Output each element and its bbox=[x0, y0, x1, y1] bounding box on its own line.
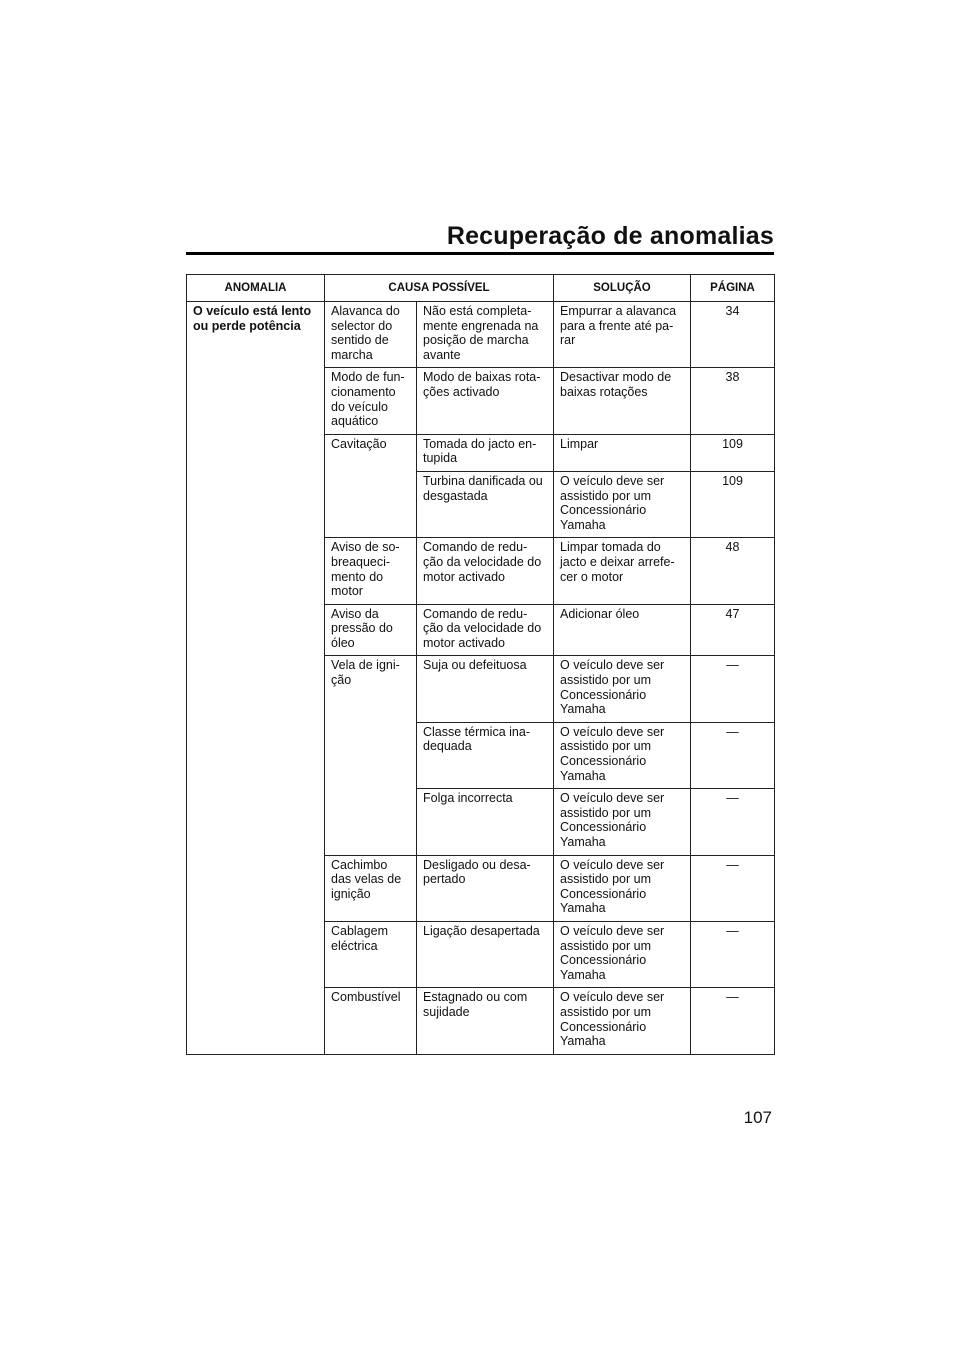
detail-cell: Tomada do jacto en- tupida bbox=[417, 434, 554, 471]
solution-cell: O veículo deve ser assistido por um Concessionário Yamaha bbox=[554, 855, 691, 921]
solution-cell: O veículo deve ser assistido por um Concessionário Yamaha bbox=[554, 471, 691, 537]
detail-cell: Desligado ou desa- pertado bbox=[417, 855, 554, 921]
solution-cell: O veículo deve ser assistido por um Concessionário Yamaha bbox=[554, 988, 691, 1054]
page-ref-cell: — bbox=[691, 921, 775, 987]
detail-cell: Estagnado ou com sujidade bbox=[417, 988, 554, 1054]
cause-cell: Aviso da pressão do óleo bbox=[325, 604, 417, 656]
page-ref-cell: 109 bbox=[691, 434, 775, 471]
title-rule bbox=[186, 252, 774, 255]
table-row bbox=[187, 302, 775, 368]
header-cause: CAUSA POSSÍVEL bbox=[325, 275, 554, 302]
page-ref-cell: 109 bbox=[691, 471, 775, 537]
cause-cell: Cavitação bbox=[325, 434, 417, 538]
solution-cell: Empurrar a alavanca para a frente até pa- rar bbox=[554, 302, 691, 368]
header-solution: SOLUÇÃO bbox=[554, 275, 691, 302]
page-ref-cell: — bbox=[691, 855, 775, 921]
page-ref-cell: — bbox=[691, 656, 775, 722]
page-ref-cell: 38 bbox=[691, 368, 775, 434]
cause-cell: Aviso de so- breaqueci- mento do motor bbox=[325, 538, 417, 604]
detail-cell: Comando de redu- ção da velocidade do motor activado bbox=[417, 604, 554, 656]
page-ref-cell: 48 bbox=[691, 538, 775, 604]
detail-cell: Classe térmica ina- dequada bbox=[417, 722, 554, 788]
page-ref-cell: — bbox=[691, 988, 775, 1054]
solution-cell: O veículo deve ser assistido por um Concessionário Yamaha bbox=[554, 722, 691, 788]
header-page: PÁGINA bbox=[691, 275, 775, 302]
detail-cell: Ligação desapertada bbox=[417, 921, 554, 987]
cause-cell: Cachimbo das velas de ignição bbox=[325, 855, 417, 921]
detail-cell: Suja ou defeituosa bbox=[417, 656, 554, 722]
anomaly-cell: O veículo está lento ou perde potência bbox=[187, 302, 325, 1055]
solution-cell: Limpar bbox=[554, 434, 691, 471]
header-anomaly: ANOMALIA bbox=[187, 275, 325, 302]
solution-cell: Desactivar modo de baixas rotações bbox=[554, 368, 691, 434]
troubleshooting-table bbox=[186, 274, 775, 1055]
detail-cell: Comando de redu- ção da velocidade do motor activado bbox=[417, 538, 554, 604]
cause-cell: Cablagem eléctrica bbox=[325, 921, 417, 987]
page-number: 107 bbox=[743, 1108, 772, 1127]
detail-cell: Modo de baixas rota- ções activado bbox=[417, 368, 554, 434]
page-ref-cell: — bbox=[691, 722, 775, 788]
cause-cell: Modo de fun- cionamento do veículo aquático bbox=[325, 368, 417, 434]
solution-cell: O veículo deve ser assistido por um Concessionário Yamaha bbox=[554, 789, 691, 855]
detail-cell: Folga incorrecta bbox=[417, 789, 554, 855]
detail-cell: Não está completa- mente engrenada na posição de marcha avante bbox=[417, 302, 554, 368]
cause-cell: Combustível bbox=[325, 988, 417, 1054]
solution-cell: O veículo deve ser assistido por um Concessionário Yamaha bbox=[554, 921, 691, 987]
page-ref-cell: 34 bbox=[691, 302, 775, 368]
page-title: Recuperação de anomalias bbox=[446, 222, 774, 250]
table-header-row bbox=[187, 275, 775, 302]
solution-cell: O veículo deve ser assistido por um Concessionário Yamaha bbox=[554, 656, 691, 722]
detail-cell: Turbina danificada ou desgastada bbox=[417, 471, 554, 537]
cause-cell: Vela de igni- ção bbox=[325, 656, 417, 855]
solution-cell: Limpar tomada do jacto e deixar arrefe- cer o motor bbox=[554, 538, 691, 604]
page-ref-cell: 47 bbox=[691, 604, 775, 656]
cause-cell: Alavanca do selector do sentido de marcha bbox=[325, 302, 417, 368]
solution-cell: Adicionar óleo bbox=[554, 604, 691, 656]
page-ref-cell: — bbox=[691, 789, 775, 855]
